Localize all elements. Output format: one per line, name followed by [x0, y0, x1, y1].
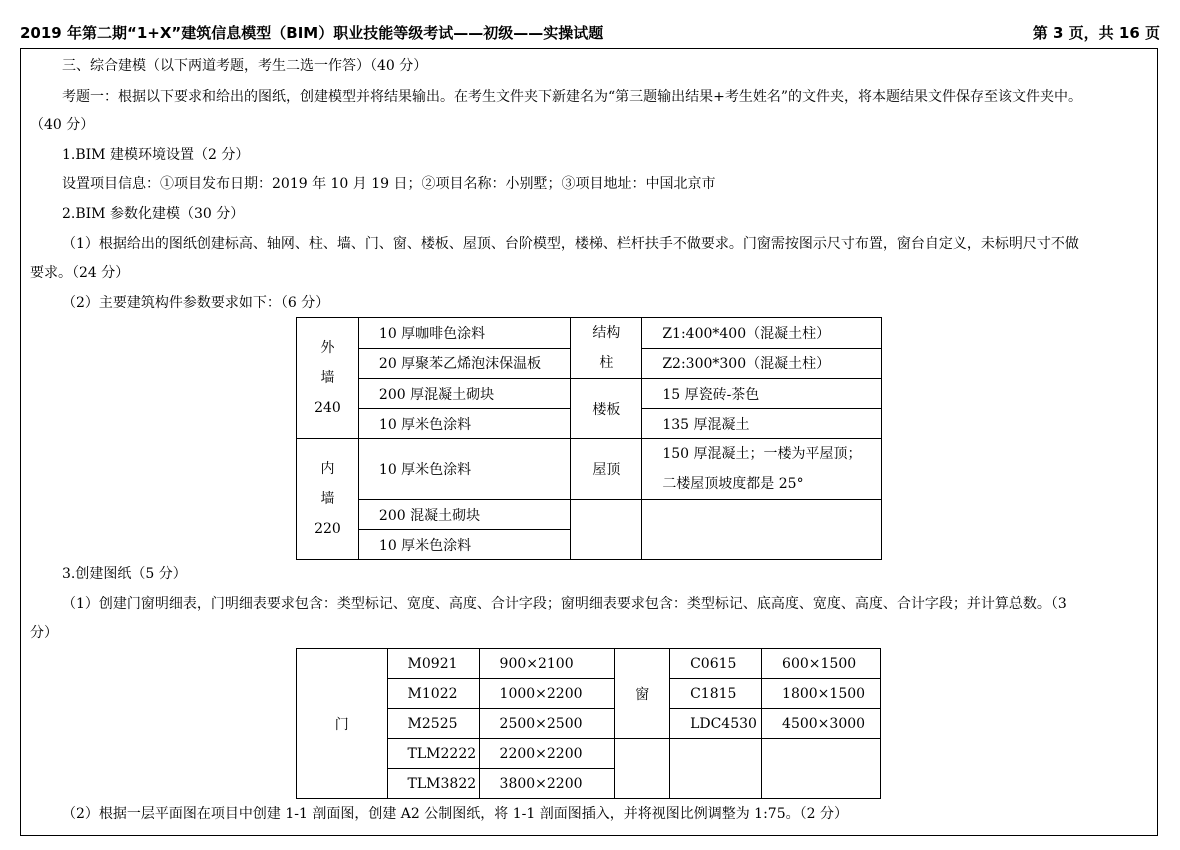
window-mark: C1815: [670, 679, 762, 709]
floor-label: 楼板: [571, 379, 642, 439]
door-mark: M1022: [387, 679, 479, 709]
subsection-2-title: 2.BIM 参数化建模（30 分）: [62, 206, 245, 222]
door-size: 2500×2500: [479, 709, 615, 739]
page-header: [20, 20, 1160, 44]
window-size: 4500×3000: [762, 709, 881, 739]
subsection-2-item-1: （1）根据给出的图纸创建标高、轴网、柱、墙、门、窗、楼板、屋顶、台阶模型，楼梯、栏杆扶手不做要求。门窗需按图示尺寸布置，窗台自定义，未标明尺寸不做: [62, 236, 1079, 252]
page-number: 第 3 页，共 16 页: [1032, 24, 1160, 42]
empty-cell: [642, 500, 882, 560]
table-cell: 10 厚咖啡色涂料: [358, 318, 571, 349]
subsection-1-content: 设置项目信息：①项目发布日期：2019 年 10 月 19 日；②项目名称：小别墅；③项目地址：中国北京市: [62, 176, 716, 192]
empty-cell: [615, 739, 670, 799]
empty-cell: [670, 739, 762, 799]
window-size: 600×1500: [762, 649, 881, 679]
section-title: 三、综合建模（以下两道考题，考生二选一作答）（40 分）: [62, 58, 428, 74]
window-mark: C0615: [670, 649, 762, 679]
subsection-1-title: 1.BIM 建模环境设置（2 分）: [62, 147, 250, 163]
question-intro: 考题一：根据以下要求和给出的图纸，创建模型并将结果输出。在考生文件夹下新建名为“第三题输出结果+考生姓名”的文件夹，将本题结果文件保存至该文件夹中。: [62, 89, 1083, 105]
door-mark: M0921: [387, 649, 479, 679]
subsection-2-item-2: （2）主要建筑构件参数要求如下：（6 分）: [62, 295, 330, 311]
subsection-3-item-1: （1）创建门窗明细表，门明细表要求包含：类型标记、宽度、高度、合计字段；窗明细表要求包含：类型标记、底高度、宽度、高度、合计字段；并计算总数。（3: [62, 596, 1067, 612]
column-label: 结构 柱: [571, 318, 642, 379]
table-cell: 20 厚聚苯乙烯泡沫保温板: [358, 348, 571, 379]
table-cell: Z1:400*400（混凝土柱）: [642, 318, 882, 349]
table-cell: 10 厚米色涂料: [358, 409, 571, 439]
window-label: 窗: [615, 649, 670, 739]
empty-cell: [571, 500, 642, 560]
exam-title: 2019 年第二期“1+X”建筑信息模型（BIM）职业技能等级考试——初级——实操试题: [20, 24, 604, 42]
table-cell: 10 厚米色涂料: [358, 530, 571, 560]
door-mark: TLM2222: [387, 739, 479, 769]
door-size: 900×2100: [479, 649, 615, 679]
table-cell: 200 混凝土砌块: [358, 500, 571, 530]
table-cell: 135 厚混凝土: [642, 409, 882, 439]
question-intro-score: （40 分）: [30, 117, 95, 133]
inner-wall-label: 内 墙 220: [297, 439, 359, 560]
door-mark: TLM3822: [387, 769, 479, 799]
subsection-2-item-1-cont: 要求。（24 分）: [30, 265, 130, 281]
table-cell: 200 厚混凝土砌块: [358, 379, 571, 409]
parameters-table: [296, 317, 882, 560]
roof-label: 屋顶: [571, 439, 642, 500]
door-label: 门: [297, 649, 388, 799]
subsection-3-title: 3.创建图纸（5 分）: [62, 566, 187, 582]
door-size: 2200×2200: [479, 739, 615, 769]
table-cell: 15 厚瓷砖-茶色: [642, 379, 882, 409]
outer-wall-label: 外 墙 240: [297, 318, 359, 439]
door-mark: M2525: [387, 709, 479, 739]
table-cell: 10 厚米色涂料: [358, 439, 571, 500]
roof-spec: 150 厚混凝土；一楼为平屋顶； 二楼屋顶坡度都是 25°: [642, 439, 882, 500]
window-size: 1800×1500: [762, 679, 881, 709]
door-window-schedule-table: [296, 648, 881, 799]
window-mark: LDC4530: [670, 709, 762, 739]
subsection-3-item-1-cont: 分）: [30, 625, 58, 641]
table-cell: Z2:300*300（混凝土柱）: [642, 348, 882, 379]
door-size: 3800×2200: [479, 769, 615, 799]
subsection-3-item-2: （2）根据一层平面图在项目中创建 1-1 剖面图，创建 A2 公制图纸，将 1-1 剖面图插入，并将视图比例调整为 1:75。（2 分）: [62, 806, 848, 822]
empty-cell: [762, 739, 881, 799]
door-size: 1000×2200: [479, 679, 615, 709]
